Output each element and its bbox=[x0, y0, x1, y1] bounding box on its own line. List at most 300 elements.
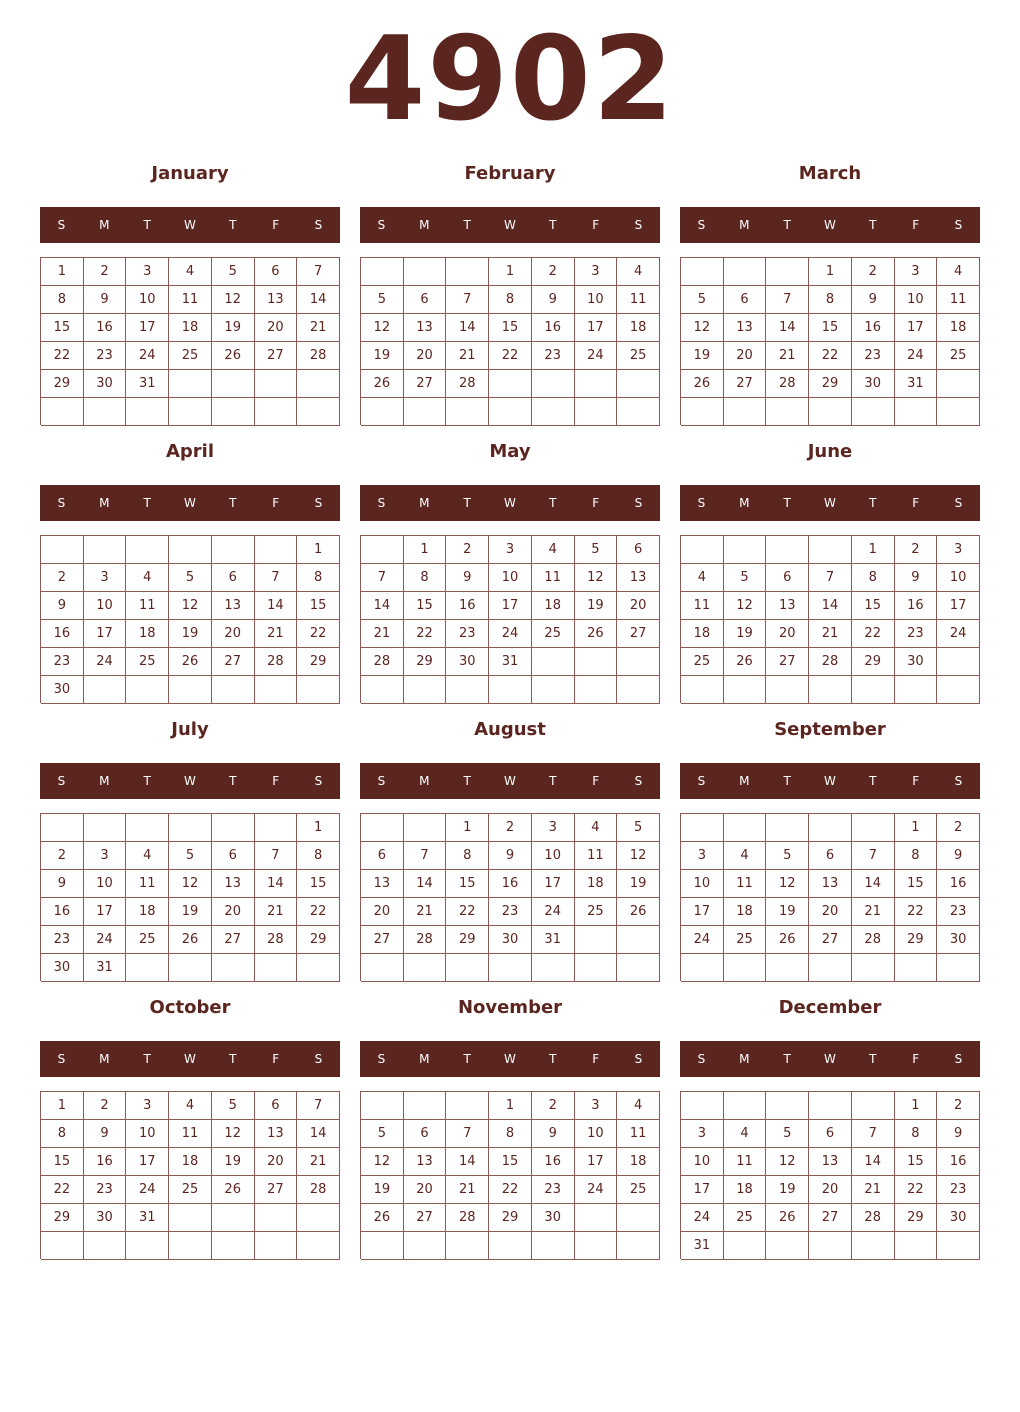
day-cell: 5 bbox=[169, 842, 212, 870]
day-cell: 4 bbox=[617, 258, 660, 286]
month-march bbox=[680, 160, 980, 430]
day-cell: 5 bbox=[724, 564, 767, 592]
day-cell bbox=[84, 1232, 127, 1260]
day-cell: 18 bbox=[617, 314, 660, 342]
day-cell: 8 bbox=[489, 286, 532, 314]
day-cell: 23 bbox=[41, 648, 84, 676]
day-cell: 26 bbox=[169, 648, 212, 676]
day-cell bbox=[169, 814, 212, 842]
day-cell: 14 bbox=[297, 1120, 340, 1148]
day-cell: 22 bbox=[852, 620, 895, 648]
day-cell: 16 bbox=[84, 314, 127, 342]
day-cell: 25 bbox=[575, 898, 618, 926]
day-cell: 26 bbox=[575, 620, 618, 648]
day-cell: 16 bbox=[489, 870, 532, 898]
day-cell bbox=[361, 954, 404, 982]
day-cell: 4 bbox=[169, 258, 212, 286]
day-cell: 14 bbox=[809, 592, 852, 620]
day-cell: 22 bbox=[446, 898, 489, 926]
day-cell: 2 bbox=[84, 258, 127, 286]
weekday-label: S bbox=[377, 496, 386, 510]
day-cell: 2 bbox=[532, 258, 575, 286]
day-cell: 23 bbox=[84, 1176, 127, 1204]
weekday-label: T bbox=[229, 496, 237, 510]
day-cell: 2 bbox=[895, 536, 938, 564]
day-cell: 4 bbox=[724, 1120, 767, 1148]
day-cell: 21 bbox=[446, 342, 489, 370]
weekday-label: T bbox=[783, 218, 791, 232]
weekday-label: T bbox=[549, 1052, 557, 1066]
day-cell bbox=[404, 676, 447, 704]
day-cell: 7 bbox=[446, 1120, 489, 1148]
day-cell: 27 bbox=[617, 620, 660, 648]
day-cell: 27 bbox=[766, 648, 809, 676]
month-title: July bbox=[171, 719, 209, 740]
weekday-label: T bbox=[143, 774, 151, 788]
day-cell: 21 bbox=[852, 898, 895, 926]
day-cell: 30 bbox=[937, 1204, 980, 1232]
weekday-label: W bbox=[824, 218, 836, 232]
day-cell: 12 bbox=[617, 842, 660, 870]
day-cell bbox=[532, 676, 575, 704]
day-cell: 14 bbox=[852, 1148, 895, 1176]
day-cell bbox=[575, 1204, 618, 1232]
day-cell bbox=[617, 926, 660, 954]
day-cell bbox=[169, 536, 212, 564]
day-cell: 6 bbox=[404, 1120, 447, 1148]
day-cell bbox=[41, 536, 84, 564]
day-cell: 19 bbox=[575, 592, 618, 620]
day-cell: 26 bbox=[681, 370, 724, 398]
day-cell: 2 bbox=[41, 842, 84, 870]
day-cell: 29 bbox=[41, 370, 84, 398]
day-cell: 10 bbox=[681, 870, 724, 898]
day-cell: 23 bbox=[84, 342, 127, 370]
day-cell: 9 bbox=[852, 286, 895, 314]
day-cell bbox=[404, 1092, 447, 1120]
day-cell bbox=[255, 1232, 298, 1260]
day-cell: 6 bbox=[809, 842, 852, 870]
day-cell: 23 bbox=[489, 898, 532, 926]
day-cell: 7 bbox=[766, 286, 809, 314]
day-cell: 30 bbox=[532, 1204, 575, 1232]
day-cell: 9 bbox=[84, 1120, 127, 1148]
weekday-label: F bbox=[912, 1052, 920, 1066]
day-cell: 1 bbox=[41, 1092, 84, 1120]
day-cell bbox=[895, 676, 938, 704]
month-september bbox=[680, 716, 980, 986]
day-cell bbox=[532, 370, 575, 398]
day-grid bbox=[360, 257, 660, 425]
day-cell: 5 bbox=[169, 564, 212, 592]
day-cell: 5 bbox=[766, 842, 809, 870]
day-cell bbox=[404, 814, 447, 842]
weekday-label: W bbox=[504, 218, 516, 232]
weekday-label: T bbox=[783, 1052, 791, 1066]
day-cell: 10 bbox=[126, 286, 169, 314]
day-cell: 29 bbox=[489, 1204, 532, 1232]
day-cell bbox=[255, 954, 298, 982]
day-cell: 6 bbox=[617, 536, 660, 564]
day-cell: 23 bbox=[41, 926, 84, 954]
day-cell: 24 bbox=[489, 620, 532, 648]
weekday-label: M bbox=[99, 496, 110, 510]
day-cell: 2 bbox=[489, 814, 532, 842]
day-cell: 8 bbox=[297, 842, 340, 870]
day-cell bbox=[361, 1092, 404, 1120]
day-cell: 13 bbox=[724, 314, 767, 342]
day-cell: 18 bbox=[617, 1148, 660, 1176]
day-cell: 2 bbox=[937, 814, 980, 842]
month-title: May bbox=[489, 441, 531, 462]
weekday-label: T bbox=[869, 1052, 877, 1066]
day-cell: 28 bbox=[446, 370, 489, 398]
day-cell: 6 bbox=[212, 564, 255, 592]
weekday-label: F bbox=[592, 1052, 600, 1066]
day-cell bbox=[809, 398, 852, 426]
weekday-label: S bbox=[57, 774, 66, 788]
weekday-label: S bbox=[314, 1052, 323, 1066]
day-cell: 29 bbox=[895, 1204, 938, 1232]
day-cell: 30 bbox=[41, 676, 84, 704]
day-cell bbox=[617, 1232, 660, 1260]
weekday-label: S bbox=[377, 218, 386, 232]
day-cell: 6 bbox=[212, 842, 255, 870]
day-cell: 28 bbox=[852, 926, 895, 954]
day-cell: 17 bbox=[575, 1148, 618, 1176]
month-title: October bbox=[149, 997, 231, 1018]
day-cell bbox=[937, 676, 980, 704]
day-cell: 27 bbox=[212, 648, 255, 676]
day-cell: 19 bbox=[212, 314, 255, 342]
day-cell bbox=[575, 676, 618, 704]
day-cell bbox=[169, 370, 212, 398]
day-cell bbox=[681, 814, 724, 842]
day-cell bbox=[446, 954, 489, 982]
weekday-label: S bbox=[634, 1052, 643, 1066]
day-cell bbox=[169, 954, 212, 982]
day-cell bbox=[575, 648, 618, 676]
day-cell: 31 bbox=[681, 1232, 724, 1260]
day-cell: 7 bbox=[255, 564, 298, 592]
day-cell bbox=[255, 676, 298, 704]
day-cell: 26 bbox=[361, 1204, 404, 1232]
day-cell: 7 bbox=[446, 286, 489, 314]
day-cell bbox=[446, 398, 489, 426]
day-cell: 17 bbox=[489, 592, 532, 620]
day-cell: 18 bbox=[937, 314, 980, 342]
day-cell bbox=[681, 536, 724, 564]
day-grid bbox=[680, 257, 980, 425]
day-cell bbox=[681, 954, 724, 982]
day-cell: 17 bbox=[84, 898, 127, 926]
day-cell: 20 bbox=[212, 898, 255, 926]
day-cell: 7 bbox=[404, 842, 447, 870]
weekday-header bbox=[40, 763, 340, 799]
day-cell: 13 bbox=[809, 870, 852, 898]
weekday-label: F bbox=[912, 496, 920, 510]
weekday-label: T bbox=[549, 496, 557, 510]
day-cell: 19 bbox=[681, 342, 724, 370]
day-cell: 29 bbox=[895, 926, 938, 954]
day-cell bbox=[255, 814, 298, 842]
weekday-label: T bbox=[463, 774, 471, 788]
day-cell bbox=[724, 1232, 767, 1260]
day-cell: 13 bbox=[212, 870, 255, 898]
day-grid bbox=[40, 1091, 340, 1259]
day-cell bbox=[169, 398, 212, 426]
day-cell bbox=[937, 370, 980, 398]
day-cell bbox=[724, 676, 767, 704]
day-cell: 20 bbox=[361, 898, 404, 926]
day-cell: 5 bbox=[575, 536, 618, 564]
day-cell: 15 bbox=[489, 1148, 532, 1176]
day-cell: 27 bbox=[809, 1204, 852, 1232]
day-cell: 23 bbox=[895, 620, 938, 648]
day-cell: 10 bbox=[84, 870, 127, 898]
weekday-header bbox=[680, 763, 980, 799]
day-cell: 20 bbox=[766, 620, 809, 648]
day-cell: 1 bbox=[297, 814, 340, 842]
day-cell: 20 bbox=[809, 1176, 852, 1204]
day-cell: 1 bbox=[297, 536, 340, 564]
weekday-label: S bbox=[377, 1052, 386, 1066]
day-cell: 7 bbox=[361, 564, 404, 592]
weekday-label: M bbox=[99, 1052, 110, 1066]
day-cell: 11 bbox=[575, 842, 618, 870]
weekday-label: T bbox=[229, 1052, 237, 1066]
day-cell: 13 bbox=[212, 592, 255, 620]
month-july bbox=[40, 716, 340, 986]
day-cell: 4 bbox=[126, 842, 169, 870]
day-cell bbox=[895, 398, 938, 426]
day-cell: 30 bbox=[852, 370, 895, 398]
day-cell: 24 bbox=[84, 926, 127, 954]
weekday-label: S bbox=[377, 774, 386, 788]
day-cell: 29 bbox=[297, 648, 340, 676]
day-cell: 28 bbox=[809, 648, 852, 676]
day-cell: 12 bbox=[766, 1148, 809, 1176]
day-cell: 9 bbox=[489, 842, 532, 870]
day-cell bbox=[489, 954, 532, 982]
day-cell bbox=[724, 258, 767, 286]
day-cell: 24 bbox=[681, 926, 724, 954]
day-grid bbox=[680, 1091, 980, 1259]
day-cell bbox=[84, 536, 127, 564]
day-cell bbox=[126, 954, 169, 982]
day-grid bbox=[40, 813, 340, 981]
weekday-label: S bbox=[954, 218, 963, 232]
month-august bbox=[360, 716, 660, 986]
day-cell bbox=[212, 1204, 255, 1232]
weekday-label: T bbox=[463, 1052, 471, 1066]
day-cell: 16 bbox=[937, 1148, 980, 1176]
day-cell: 25 bbox=[169, 342, 212, 370]
day-cell bbox=[532, 954, 575, 982]
day-cell: 14 bbox=[255, 870, 298, 898]
day-cell: 19 bbox=[617, 870, 660, 898]
weekday-label: S bbox=[697, 774, 706, 788]
weekday-label: M bbox=[419, 496, 430, 510]
day-cell: 2 bbox=[937, 1092, 980, 1120]
weekday-header bbox=[360, 207, 660, 243]
day-cell bbox=[212, 1232, 255, 1260]
day-cell: 22 bbox=[404, 620, 447, 648]
day-cell: 24 bbox=[937, 620, 980, 648]
day-cell: 21 bbox=[297, 314, 340, 342]
day-cell: 11 bbox=[617, 1120, 660, 1148]
day-cell: 22 bbox=[895, 1176, 938, 1204]
day-cell: 17 bbox=[126, 314, 169, 342]
month-may bbox=[360, 438, 660, 708]
day-cell bbox=[489, 398, 532, 426]
day-cell: 26 bbox=[766, 926, 809, 954]
day-cell: 8 bbox=[404, 564, 447, 592]
day-cell bbox=[766, 954, 809, 982]
weekday-header bbox=[680, 485, 980, 521]
year-title: 4902 bbox=[344, 12, 676, 147]
day-cell bbox=[212, 370, 255, 398]
day-cell bbox=[532, 398, 575, 426]
day-cell: 19 bbox=[766, 898, 809, 926]
day-cell: 7 bbox=[852, 1120, 895, 1148]
day-cell: 18 bbox=[724, 1176, 767, 1204]
weekday-label: W bbox=[504, 774, 516, 788]
day-cell: 12 bbox=[212, 286, 255, 314]
day-cell: 29 bbox=[852, 648, 895, 676]
day-cell bbox=[766, 398, 809, 426]
day-cell: 20 bbox=[255, 1148, 298, 1176]
day-cell: 15 bbox=[895, 870, 938, 898]
day-cell bbox=[126, 398, 169, 426]
day-cell: 20 bbox=[617, 592, 660, 620]
day-cell bbox=[212, 536, 255, 564]
day-cell: 14 bbox=[361, 592, 404, 620]
day-cell: 17 bbox=[681, 898, 724, 926]
day-cell bbox=[852, 814, 895, 842]
day-cell: 17 bbox=[84, 620, 127, 648]
day-cell: 24 bbox=[126, 342, 169, 370]
weekday-label: W bbox=[184, 218, 196, 232]
day-cell: 20 bbox=[404, 1176, 447, 1204]
day-cell: 2 bbox=[84, 1092, 127, 1120]
weekday-label: T bbox=[783, 774, 791, 788]
day-cell: 10 bbox=[681, 1148, 724, 1176]
day-cell bbox=[681, 258, 724, 286]
weekday-label: S bbox=[954, 1052, 963, 1066]
day-cell bbox=[937, 1232, 980, 1260]
weekday-label: T bbox=[549, 774, 557, 788]
day-cell: 28 bbox=[297, 1176, 340, 1204]
weekday-label: M bbox=[739, 774, 750, 788]
day-cell: 1 bbox=[489, 258, 532, 286]
day-cell: 1 bbox=[489, 1092, 532, 1120]
day-cell bbox=[575, 1232, 618, 1260]
day-cell: 10 bbox=[489, 564, 532, 592]
day-cell bbox=[532, 1232, 575, 1260]
month-april bbox=[40, 438, 340, 708]
day-cell: 27 bbox=[809, 926, 852, 954]
weekday-label: S bbox=[634, 774, 643, 788]
weekday-label: S bbox=[954, 496, 963, 510]
day-cell: 15 bbox=[297, 870, 340, 898]
day-cell: 3 bbox=[532, 814, 575, 842]
day-cell: 23 bbox=[446, 620, 489, 648]
day-cell: 27 bbox=[724, 370, 767, 398]
day-cell: 28 bbox=[852, 1204, 895, 1232]
weekday-label: W bbox=[184, 1052, 196, 1066]
day-cell: 22 bbox=[489, 342, 532, 370]
day-cell bbox=[724, 398, 767, 426]
day-cell: 15 bbox=[895, 1148, 938, 1176]
day-cell: 6 bbox=[361, 842, 404, 870]
day-cell: 20 bbox=[404, 342, 447, 370]
day-cell: 25 bbox=[681, 648, 724, 676]
day-cell: 29 bbox=[809, 370, 852, 398]
month-title: March bbox=[798, 163, 862, 184]
weekday-header bbox=[40, 1041, 340, 1077]
day-cell: 19 bbox=[724, 620, 767, 648]
day-cell: 21 bbox=[446, 1176, 489, 1204]
day-cell: 8 bbox=[809, 286, 852, 314]
day-cell bbox=[446, 676, 489, 704]
day-cell bbox=[937, 648, 980, 676]
day-cell: 19 bbox=[169, 620, 212, 648]
month-title: January bbox=[151, 163, 229, 184]
day-grid bbox=[680, 535, 980, 703]
month-title: June bbox=[807, 441, 853, 462]
day-cell: 4 bbox=[617, 1092, 660, 1120]
day-cell bbox=[404, 954, 447, 982]
day-cell bbox=[617, 1204, 660, 1232]
day-cell: 16 bbox=[532, 1148, 575, 1176]
day-cell: 11 bbox=[169, 286, 212, 314]
day-cell bbox=[489, 676, 532, 704]
month-december bbox=[680, 994, 980, 1264]
month-title: February bbox=[464, 163, 556, 184]
day-cell bbox=[617, 398, 660, 426]
day-cell: 10 bbox=[126, 1120, 169, 1148]
day-cell: 7 bbox=[809, 564, 852, 592]
day-cell: 6 bbox=[766, 564, 809, 592]
month-february bbox=[360, 160, 660, 430]
day-cell: 19 bbox=[361, 342, 404, 370]
day-cell bbox=[766, 1092, 809, 1120]
day-cell: 5 bbox=[617, 814, 660, 842]
day-cell bbox=[255, 536, 298, 564]
day-cell: 29 bbox=[404, 648, 447, 676]
day-cell bbox=[404, 1232, 447, 1260]
weekday-label: S bbox=[697, 496, 706, 510]
day-cell: 30 bbox=[937, 926, 980, 954]
day-cell: 5 bbox=[361, 286, 404, 314]
day-cell: 15 bbox=[41, 314, 84, 342]
day-cell: 3 bbox=[575, 1092, 618, 1120]
day-cell: 3 bbox=[681, 842, 724, 870]
day-cell: 3 bbox=[84, 842, 127, 870]
day-cell bbox=[297, 370, 340, 398]
day-cell: 17 bbox=[681, 1176, 724, 1204]
day-cell bbox=[446, 1092, 489, 1120]
weekday-label: S bbox=[697, 218, 706, 232]
month-title: August bbox=[474, 719, 546, 740]
day-cell: 28 bbox=[361, 648, 404, 676]
day-cell: 18 bbox=[532, 592, 575, 620]
day-cell bbox=[84, 398, 127, 426]
day-cell: 11 bbox=[724, 870, 767, 898]
day-cell: 31 bbox=[126, 1204, 169, 1232]
day-cell bbox=[126, 536, 169, 564]
